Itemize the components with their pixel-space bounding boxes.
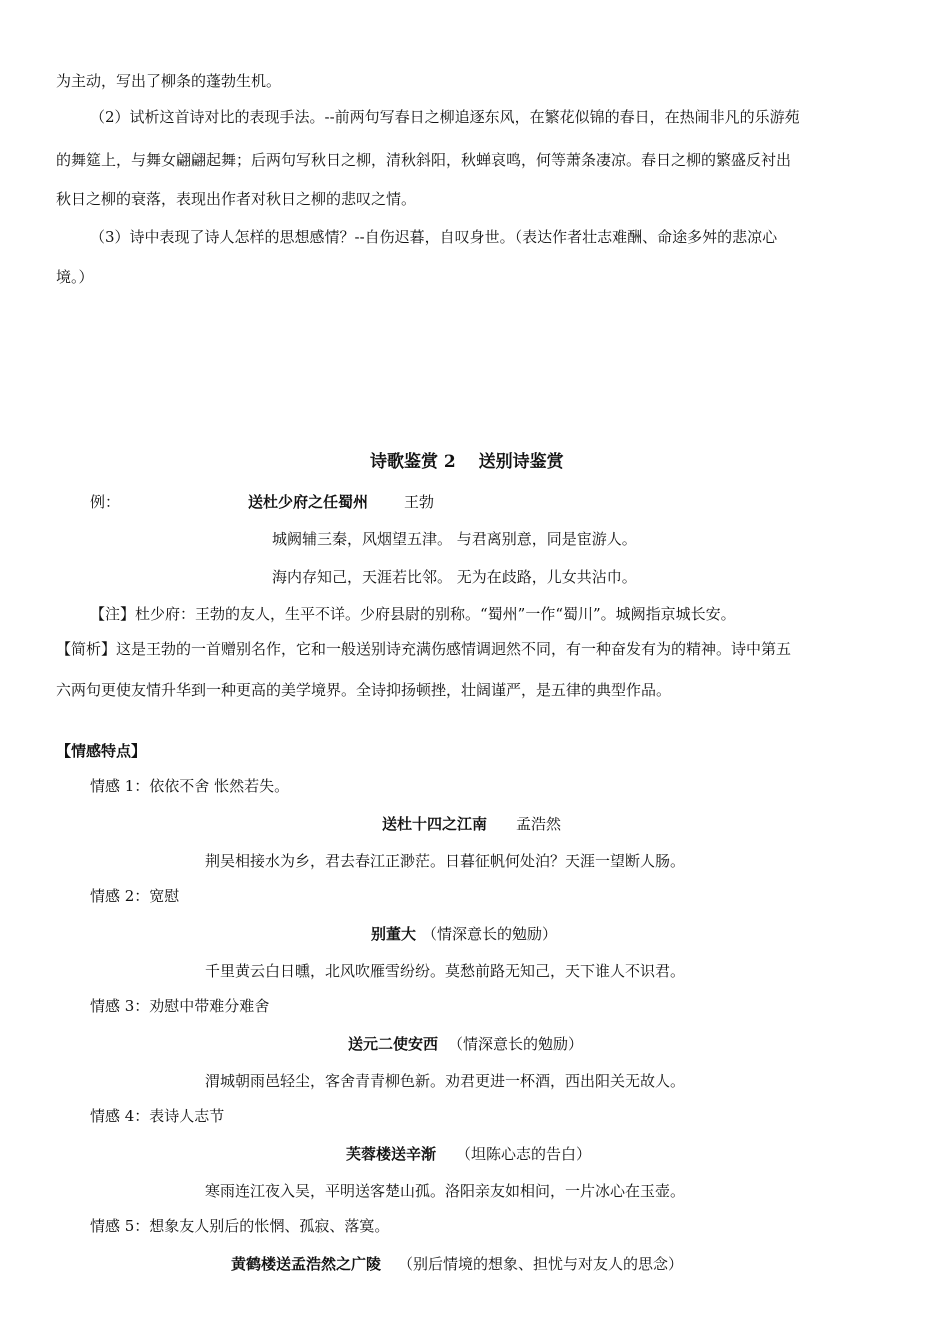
- emotion-2-poem-note: （情深意长的勉励）: [422, 925, 558, 943]
- emotion-1-poem-text: 荆吴相接水为乡，君去春江正渺茫。日暮征帆何处泊？天涯一望断人肠。: [205, 852, 686, 870]
- emotion-4-poem-note: （坦陈心志的告白）: [456, 1145, 592, 1163]
- emotion-2-poem-text: 千里黄云白日曛，北风吹雁雪纷纷。莫愁前路无知己，天下谁人不识君。: [205, 962, 686, 980]
- poem-note: 【注】杜少府：王勃的友人，生平不详。少府县尉的别称。“蜀州”一作“蜀川”。城阙指京城长安。: [90, 605, 736, 623]
- emotion-2-poem-title: 别董大: [371, 925, 417, 943]
- emotion-4-poem-text: 寒雨连江夜入吴，平明送客楚山孤。洛阳亲友如相问，一片冰心在玉壶。: [205, 1182, 686, 1200]
- question-2-line: 秋日之柳的衰落，表现出作者对秋日之柳的悲叹之情。: [56, 190, 417, 208]
- emotion-2-label: 情感 2：宽慰: [90, 887, 180, 905]
- emotion-heading: 【情感特点】: [56, 742, 147, 760]
- emotion-4-label: 情感 4：表诗人志节: [90, 1107, 225, 1125]
- question-3-line: 境。）: [56, 268, 94, 286]
- section-title: 诗歌鉴赏 2 送别诗鉴赏: [370, 452, 564, 472]
- question-2-line: （2）试析这首诗对比的表现手法。--前两句写春日之柳追逐东风，在繁花似锦的春日，在热闹非凡的乐游苑: [90, 108, 800, 126]
- emotion-3-poem-text: 渭城朝雨邑轻尘，客舍青青柳色新。劝君更进一杯酒，西出阳关无故人。: [205, 1072, 686, 1090]
- poem-line: 城阙辅三秦，风烟望五津。 与君离别意，同是宦游人。: [272, 530, 637, 548]
- question-2-line: 的舞筵上，与舞女翩翩起舞；后两句写秋日之柳，清秋斜阳，秋蝉哀鸣，何等萧条凄凉。春日之柳的繁盛反衬出: [56, 151, 792, 169]
- emotion-3-label: 情感 3：劝慰中带难分难舍: [90, 997, 270, 1015]
- poem-title: 送杜少府之任蜀州: [248, 493, 369, 511]
- emotion-4-poem-title: 芙蓉楼送辛渐: [346, 1145, 437, 1163]
- emotion-5-poem-note: （别后情境的想象、担忧与对友人的思念）: [398, 1255, 684, 1273]
- emotion-3-poem-title: 送元二使安西: [348, 1035, 439, 1053]
- emotion-1-label: 情感 1：依依不舍 怅然若失。: [90, 777, 290, 795]
- question-3-line: （3）诗中表现了诗人怎样的思想感情？--自伤迟暮，自叹身世。（表达作者壮志难酬、命途多舛的悲凉心: [90, 228, 778, 246]
- analysis-line: 六两句更使友情升华到一种更高的美学境界。全诗抑扬顿挫，壮阔谨严，是五律的典型作品。: [56, 681, 672, 699]
- example-label: 例：: [90, 493, 121, 511]
- emotion-1-poem-title: 送杜十四之江南: [382, 815, 488, 833]
- paragraph-line: 为主动，写出了柳条的蓬勃生机。: [56, 72, 282, 90]
- emotion-5-label: 情感 5：想象友人别后的怅惘、孤寂、落寞。: [90, 1217, 390, 1235]
- poem-line: 海内存知己，天涯若比邻。 无为在歧路，儿女共沾巾。: [272, 568, 637, 586]
- poem-author: 王勃: [404, 493, 435, 511]
- emotion-3-poem-note: （情深意长的勉励）: [448, 1035, 584, 1053]
- emotion-5-poem-title: 黄鹤楼送孟浩然之广陵: [231, 1255, 382, 1273]
- analysis-line: 【简析】这是王勃的一首赠别名作，它和一般送别诗充满伤感情调迥然不同，有一种奋发有为的精神。诗中第五: [56, 640, 792, 658]
- emotion-1-poem-author: 孟浩然: [516, 815, 562, 833]
